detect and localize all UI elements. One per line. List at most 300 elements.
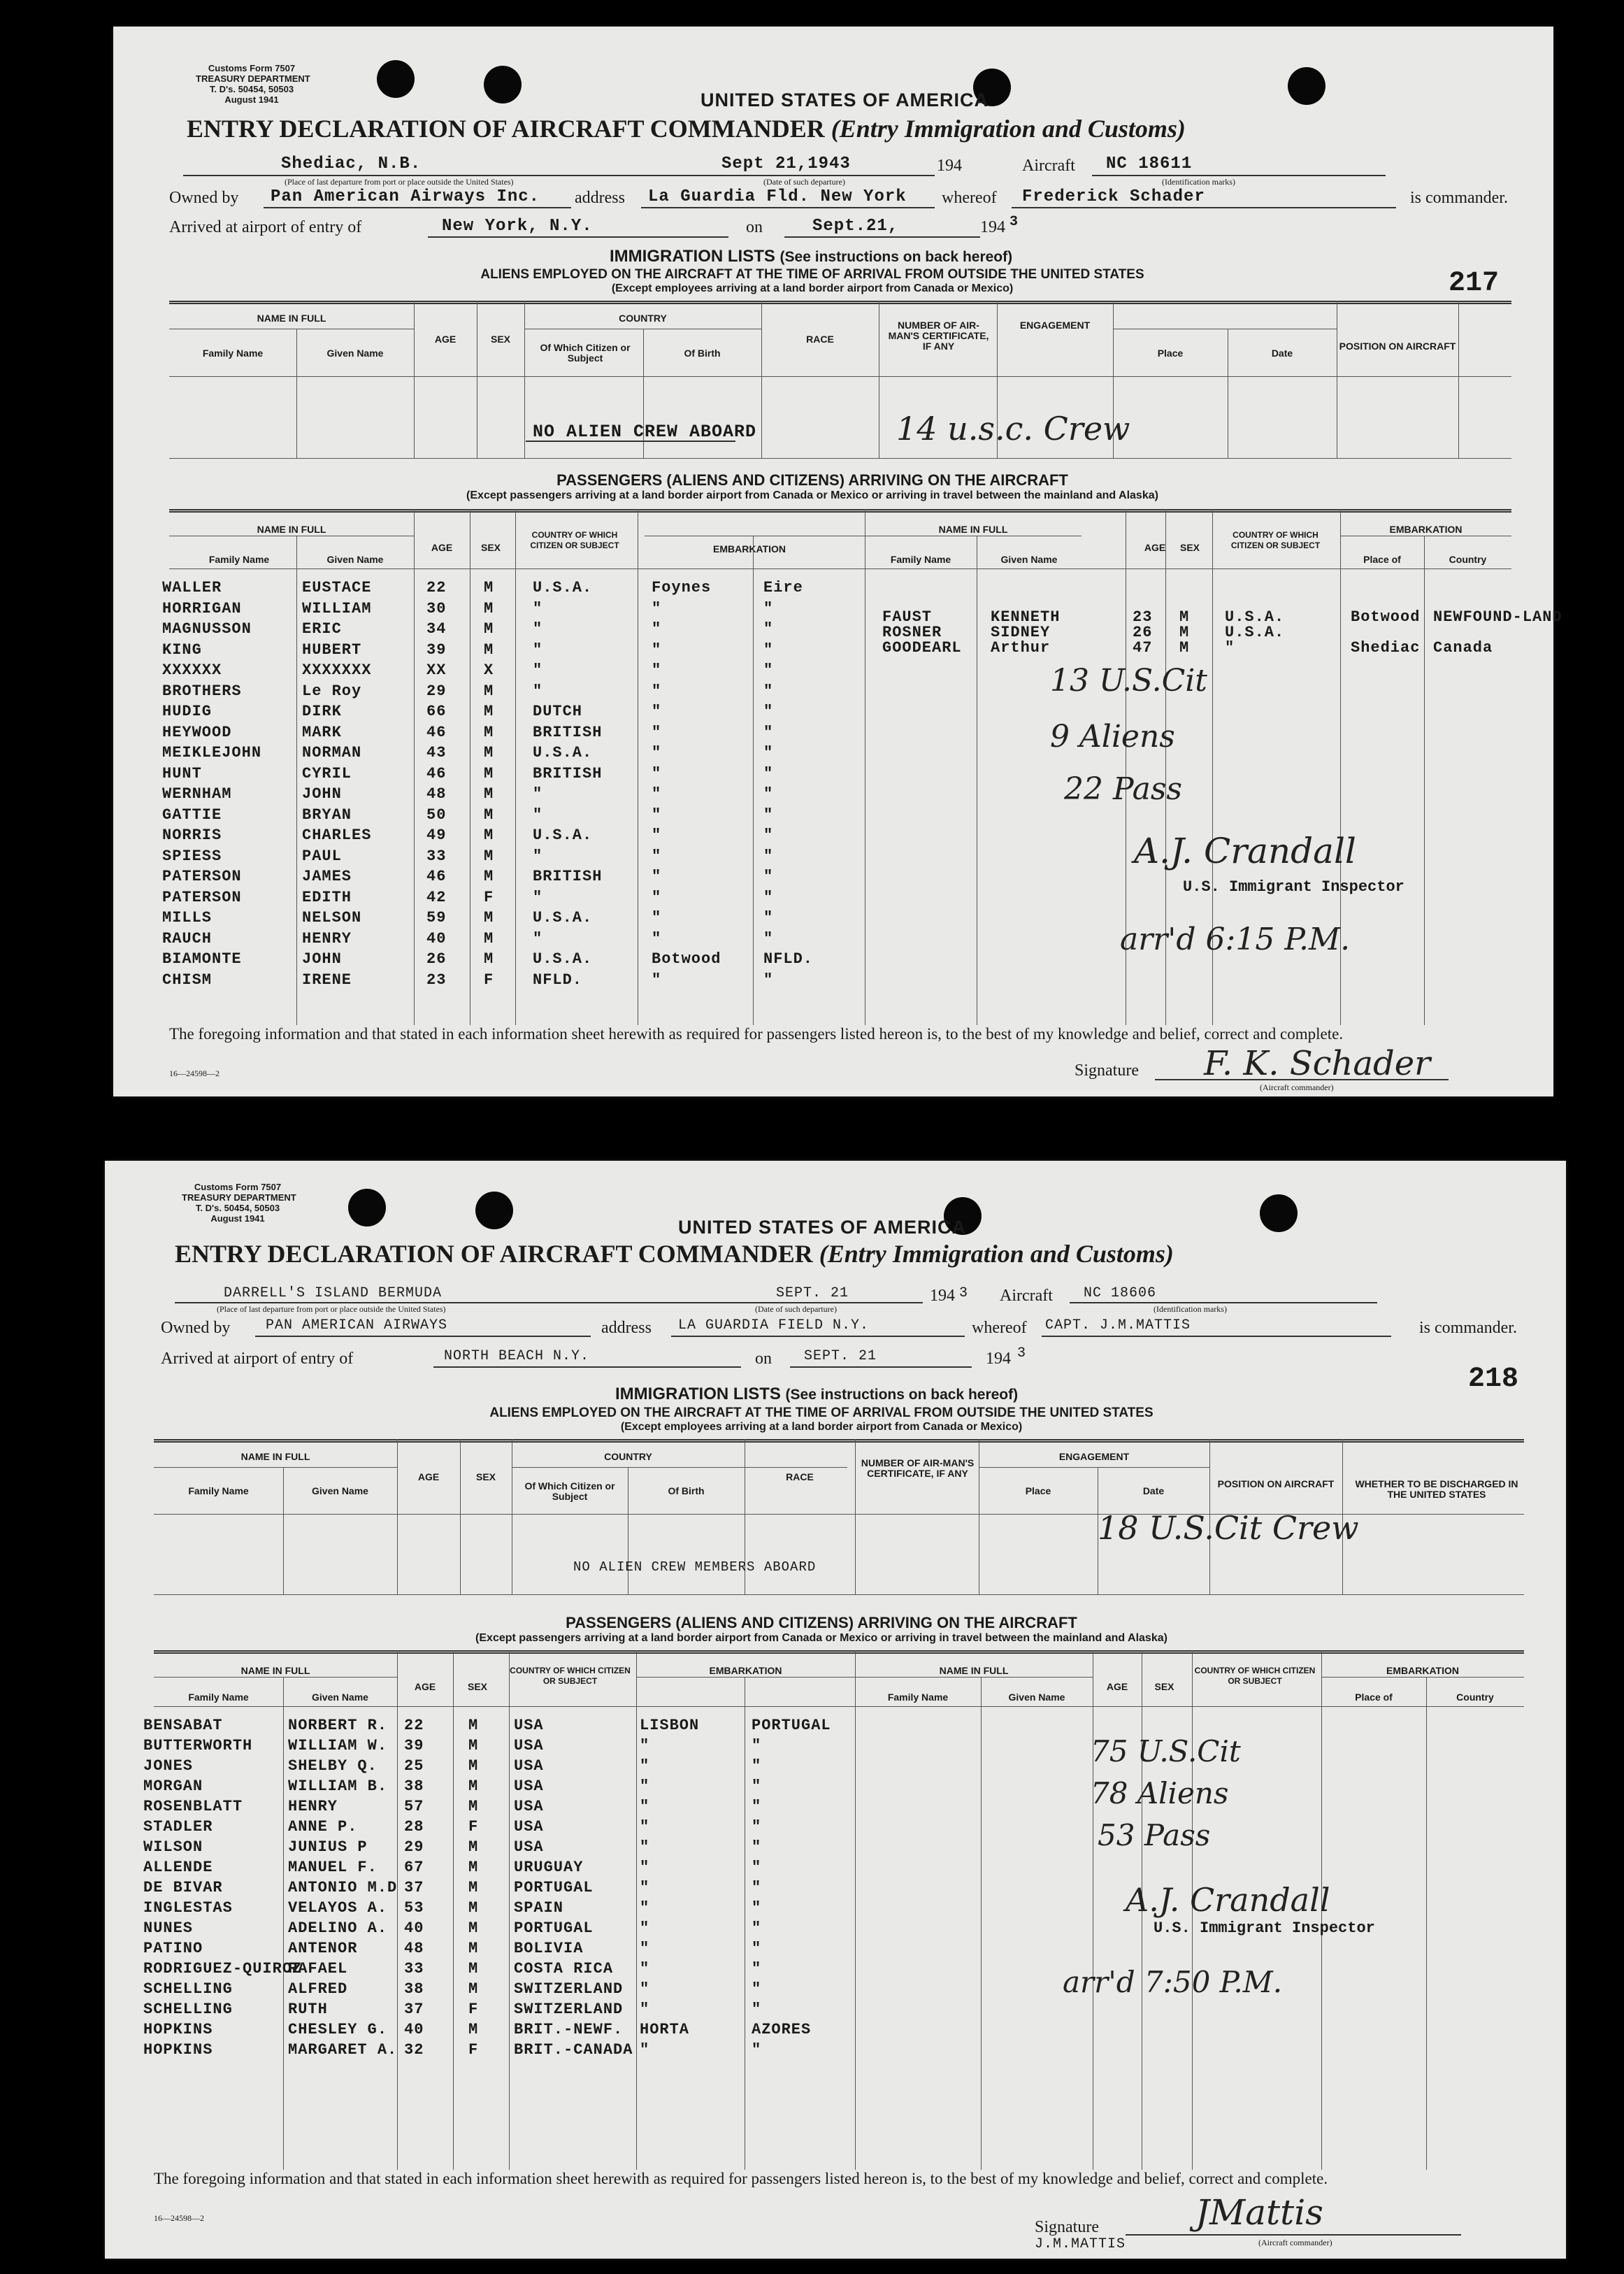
list-number: 217 xyxy=(1449,268,1500,299)
signer-typed-name: J.M.MATTIS xyxy=(1035,2236,1126,2252)
passenger-age: 22 xyxy=(426,579,447,596)
passenger-age: 26 xyxy=(1133,624,1153,641)
passenger-citizen: USA xyxy=(514,1778,544,1795)
passenger-country: " xyxy=(763,744,774,761)
passenger-age: 23 xyxy=(426,971,447,989)
passenger-place: " xyxy=(640,1757,650,1775)
passenger-sex: F xyxy=(468,2041,479,2059)
passenger-sex: M xyxy=(468,1798,479,1815)
passenger-citizen: PORTUGAL xyxy=(514,1879,594,1896)
passenger-family: BROTHERS xyxy=(162,682,242,700)
passenger-age: 37 xyxy=(404,1879,424,1896)
passenger-age: 25 xyxy=(404,1757,424,1775)
passenger-given: NORMAN xyxy=(302,744,362,761)
passenger-sex: M xyxy=(484,785,494,803)
passenger-citizen: USA xyxy=(514,1818,544,1836)
passenger-citizen: USA xyxy=(514,1757,544,1775)
passenger-country: " xyxy=(752,1737,762,1754)
passenger-age: 26 xyxy=(426,950,447,968)
passenger-given: ANTENOR xyxy=(288,1940,358,1957)
list-number: 218 xyxy=(1468,1364,1519,1395)
passenger-given: JOHN xyxy=(302,950,342,968)
passenger-age: 29 xyxy=(404,1838,424,1856)
passenger-country: " xyxy=(752,1798,762,1815)
passenger-country: " xyxy=(752,1960,762,1978)
passenger-country: " xyxy=(752,1757,762,1775)
passenger-family: NUNES xyxy=(143,1919,194,1937)
passenger-given: Arthur xyxy=(991,639,1051,657)
passenger-given: JOHN xyxy=(302,785,342,803)
passenger-age: 37 xyxy=(404,2001,424,2018)
passenger-age: 43 xyxy=(426,744,447,761)
no-alien-crew-note: NO ALIEN CREW MEMBERS ABOARD xyxy=(573,1559,817,1575)
passenger-sex: M xyxy=(468,1879,479,1896)
passenger-family: ALLENDE xyxy=(143,1859,213,1876)
passenger-citizen: " xyxy=(533,785,543,803)
passenger-place: " xyxy=(640,2001,650,2018)
passenger-given: PAUL xyxy=(302,847,342,865)
passenger-age: 46 xyxy=(426,764,447,782)
passenger-sex: M xyxy=(484,744,494,761)
punch-hole xyxy=(475,1192,513,1229)
passenger-age: 59 xyxy=(426,909,447,927)
passenger-family: RODRIGUEZ-QUIROZ xyxy=(143,1960,303,1978)
passenger-family: WERNHAM xyxy=(162,785,232,803)
passenger-given: ANTONIO M.D xyxy=(288,1879,398,1896)
passenger-family: FAUST xyxy=(882,608,933,626)
passenger-sex: M xyxy=(484,929,494,948)
passenger-place: " xyxy=(652,806,662,824)
passenger-place: " xyxy=(640,1838,650,1856)
passenger-given: BRYAN xyxy=(302,806,352,824)
passenger-country: " xyxy=(752,1859,762,1876)
passenger-given: SIDNEY xyxy=(991,624,1051,641)
no-alien-crew-note: NO ALIEN CREW ABOARD xyxy=(533,422,757,442)
passenger-age: 33 xyxy=(426,847,447,865)
passenger-age: XX xyxy=(426,662,447,679)
passenger-family: MORGAN xyxy=(143,1778,203,1795)
passenger-place: Foynes xyxy=(652,579,712,596)
commander-signature: JMattis xyxy=(1195,2192,1323,2233)
passenger-sex: M xyxy=(1179,639,1190,657)
passenger-family: SCHELLING xyxy=(143,1980,233,1998)
passenger-country: " xyxy=(752,1879,762,1896)
inspector-title: U.S. Immigrant Inspector xyxy=(1154,1919,1375,1937)
passenger-age: 48 xyxy=(426,785,447,803)
passenger-country: " xyxy=(752,2041,762,2059)
passenger-given: JUNIUS P xyxy=(288,1838,368,1856)
passenger-sex: M xyxy=(468,1757,479,1775)
passenger-citizen: COSTA RICA xyxy=(514,1960,614,1978)
passenger-sex: X xyxy=(484,662,494,679)
aircraft-id: NC 18611 xyxy=(1106,155,1193,173)
passenger-place: " xyxy=(652,868,662,885)
passenger-sex: F xyxy=(484,888,494,906)
passenger-place: " xyxy=(652,971,662,989)
passenger-sex: F xyxy=(468,2001,479,2018)
passenger-given: ERIC xyxy=(302,620,342,638)
passenger-country: " xyxy=(763,868,774,885)
passenger-citizen: USA xyxy=(514,1717,544,1734)
passenger-citizen: " xyxy=(533,888,543,906)
passenger-country: " xyxy=(763,599,774,617)
passenger-country: " xyxy=(763,971,774,989)
passenger-country: " xyxy=(763,703,774,720)
passenger-age: 22 xyxy=(404,1717,424,1734)
passenger-sex: F xyxy=(484,971,494,989)
passenger-age: 48 xyxy=(404,1940,424,1957)
punch-hole xyxy=(348,1189,386,1227)
passenger-family: STADLER xyxy=(143,1818,213,1836)
passenger-age: 53 xyxy=(404,1899,424,1917)
form-info: Customs Form 7507 TREASURY DEPARTMENT T. D's. 50454, 50503 August 1941 xyxy=(182,1182,296,1224)
entry-declaration-form-217: Customs Form 7507 TREASURY DEPARTMENT T. D's. 50454, 50503 August 1941 UNITED STATES OF AMERICA ENTRY DECLARATION OF AIRCRAFT COMMANDER (Entry Immigration and Customs) Shediac, N.B. (Place of last departure from port or place outside the United States) Sept 21,1943 194 (Date of such departure) Aircraft NC 18611 (Identification marks) Owned by Pan American Airways Inc. address La Guardia Fld. New York whereof Frederick Schader is commander. Arrived at airport of entry of New York, N.Y. on Sept.21, 194 3 IMMIGRATION LISTS (See instructions on back hereof) ALIENS EMPLOYED ON THE AIRCRAFT AT THE TIME OF ARRIVAL FROM OUTSIDE THE UNITED STATES (Except employees arriving at a land border airport from Canada or Mexico) 217 NAME IN FULL Family Name Given Name AGE SEX COUNTRY Of Which Citizen or Subject Of Birth RACE NUMBER OF AIR-MAN'S CERTIFICATE, IF ANY ENGAGEMENT Place Date POSITION ON AIRCRAFT NO ALIEN CREW ABOARD 14 u.s.c. Crew PASSENGERS (ALIENS AND CITIZENS) ARRIVING ON THE AIRCRAFT (Except passengers arriving at a land border airport from Canada or Mexico or arriving in travel between the mainland and Alaska) NAME IN FULL Family Name Given Name AGE SEX COUNTRY OF WHICH CITIZEN OR SUBJECT EMBARKATION NAME IN FULL Family Name Given Name AGE SEX COUNTRY OF WHICH CITIZEN OR SUBJECT EMBARKATION Place of Country WALLER EUSTACE 22 M U.S.A. Foynes Eire HORRIGAN WILLIAM 30 M " " " MAGNUSSON ERIC 34 M " " " KING HUBERT 39 M " " " XXXXXX XXXXXXX XX X " " " BROTHERS Le Roy 29 M " " " HUDIG DIRK 66 M DUTCH " " HEYWOOD MARK 46 M BRITISH " " MEIKLEJOHN NORMAN 43 M U.S.A. " " HUNT CYRIL 46 M BRITISH " " WERNHAM JOHN 48 M " " " GATTIE BRYAN 50 M " " " NORRIS CHARLES 49 M U.S.A. " " SPIESS PAUL 33 M " " " PATERSON JAMES 46 M BRITISH " " PATERSON EDITH 42 F " " " MILLS NELSON 59 M U.S.A. " " RAUCH HENRY 40 M " " " BIAMONTE JOHN 26 M U.S.A. Botwood NFLD. CHISM IRENE 23 F NFLD. " " FAUST KENNETH 23 M U.S.A. Botwood NEWFOUND-LAND ROSNER SIDNEY 26 M U.S.A. GOODEARL Arthur 47 M " Shediac Canada 13 U.S.Cit 9 Aliens 22 Pass A.J. Crandall U.S. Immigrant Inspector arr'd 6:15 P.M. The foregoing information and that stated in each information sheet herewith as required for passengers listed hereon is, to the best of my knowledge and belief, correct and complete. 16—24598—2 Signature F. K. Schader (Aircraft commander) xyxy=(113,27,1553,1096)
passenger-given: MARK xyxy=(302,723,342,741)
passenger-citizen: SWITZERLAND xyxy=(514,2001,624,2018)
passenger-given: HUBERT xyxy=(302,641,362,659)
passenger-family: HOPKINS xyxy=(143,2021,213,2038)
passenger-age: 40 xyxy=(404,2021,424,2038)
passenger-family: ROSENBLATT xyxy=(143,1798,243,1815)
handwritten-arrival-time: arr'd 7:50 P.M. xyxy=(1063,1965,1283,1999)
passenger-citizen: U.S.A. xyxy=(533,827,593,844)
passenger-place: " xyxy=(640,1818,650,1836)
passenger-place: " xyxy=(652,827,662,844)
passenger-family: SCHELLING xyxy=(143,2001,233,2018)
passenger-given: EDITH xyxy=(302,888,352,906)
punch-hole xyxy=(1260,1194,1298,1232)
passenger-family: INGLESTAS xyxy=(143,1899,233,1917)
passenger-family: RAUCH xyxy=(162,929,213,948)
passenger-place: Botwood xyxy=(1351,608,1421,626)
passenger-citizen: BRITISH xyxy=(533,723,603,741)
passenger-family: GOODEARL xyxy=(882,639,962,657)
passenger-age: 33 xyxy=(404,1960,424,1978)
passenger-age: 38 xyxy=(404,1778,424,1795)
passenger-place: " xyxy=(652,662,662,679)
passenger-family: PATERSON xyxy=(162,888,242,906)
passenger-place: " xyxy=(652,682,662,700)
passenger-given: KENNETH xyxy=(991,608,1061,626)
passenger-family: WALLER xyxy=(162,579,222,596)
passenger-family: ROSNER xyxy=(882,624,942,641)
handwritten-tally-citizens: 13 U.S.Cit xyxy=(1050,663,1207,699)
passenger-citizen: " xyxy=(1225,639,1235,657)
passenger-place: " xyxy=(640,1798,650,1815)
passenger-age: 29 xyxy=(426,682,447,700)
passenger-country: PORTUGAL xyxy=(752,1717,831,1734)
passenger-citizen: SPAIN xyxy=(514,1899,564,1917)
passenger-age: 40 xyxy=(426,929,447,948)
passenger-family: MAGNUSSON xyxy=(162,620,252,638)
passenger-sex: M xyxy=(1179,608,1190,626)
passenger-place: " xyxy=(640,2041,650,2059)
passenger-family: HUDIG xyxy=(162,703,213,720)
passenger-age: 23 xyxy=(1133,608,1153,626)
passenger-place: " xyxy=(652,703,662,720)
passenger-family: XXXXXX xyxy=(162,662,222,679)
passenger-family: DE BIVAR xyxy=(143,1879,223,1896)
passenger-citizen: BRITISH xyxy=(533,764,603,782)
passenger-sex: M xyxy=(468,1960,479,1978)
passenger-family: BUTTERWORTH xyxy=(143,1737,253,1754)
passenger-sex: M xyxy=(468,1919,479,1937)
passenger-family: SPIESS xyxy=(162,847,222,865)
passenger-citizen: BOLIVIA xyxy=(514,1940,584,1957)
passenger-sex: M xyxy=(484,579,494,596)
passenger-citizen: USA xyxy=(514,1838,544,1856)
passenger-age: 40 xyxy=(404,1919,424,1937)
passenger-citizen: " xyxy=(533,599,543,617)
passenger-place: " xyxy=(640,1960,650,1978)
passenger-given: HENRY xyxy=(288,1798,338,1815)
passenger-place: " xyxy=(640,1940,650,1957)
passenger-citizen: " xyxy=(533,929,543,948)
passenger-place: " xyxy=(640,1980,650,1998)
certification-statement: The foregoing information and that stated in each information sheet herewith as required for passengers listed hereon is, to the best of my knowledge and belief, correct and complete. xyxy=(169,1025,1344,1043)
passenger-country: " xyxy=(752,1940,762,1957)
passenger-country: " xyxy=(752,1778,762,1795)
inspector-signature: A.J. Crandall xyxy=(1126,1881,1330,1919)
passenger-sex: M xyxy=(484,723,494,741)
departure-date: Sept 21,1943 xyxy=(721,155,851,173)
passenger-citizen: " xyxy=(533,662,543,679)
passenger-sex: M xyxy=(468,1737,479,1754)
passenger-family: HOPKINS xyxy=(143,2041,213,2059)
passenger-age: 32 xyxy=(404,2041,424,2059)
passenger-given: SHELBY Q. xyxy=(288,1757,378,1775)
passenger-family: GATTIE xyxy=(162,806,222,824)
passenger-place: " xyxy=(652,599,662,617)
passenger-citizen: U.S.A. xyxy=(533,950,593,968)
owner: Pan American Airways Inc. xyxy=(271,187,540,206)
passenger-family: MILLS xyxy=(162,909,213,927)
passenger-citizen: SWITZERLAND xyxy=(514,1980,624,1998)
passenger-given: WILLIAM W. xyxy=(288,1737,388,1754)
passenger-age: 28 xyxy=(404,1818,424,1836)
passenger-citizen: URUGUAY xyxy=(514,1859,584,1876)
passenger-place: " xyxy=(652,744,662,761)
passenger-citizen: U.S.A. xyxy=(533,909,593,927)
passenger-given: XXXXXXX xyxy=(302,662,372,679)
inspector-signature: A.J. Crandall xyxy=(1134,831,1356,871)
passenger-citizen: " xyxy=(533,620,543,638)
passenger-citizen: " xyxy=(533,641,543,659)
passenger-country: " xyxy=(763,662,774,679)
passenger-given: RUTH xyxy=(288,2001,328,2018)
passenger-place: " xyxy=(652,909,662,927)
passenger-given: CYRIL xyxy=(302,764,352,782)
passenger-country: " xyxy=(763,929,774,948)
passenger-sex: M xyxy=(484,620,494,638)
passenger-sex: M xyxy=(1179,624,1190,641)
passenger-family: NORRIS xyxy=(162,827,222,844)
passenger-age: 39 xyxy=(426,641,447,659)
passenger-citizen: " xyxy=(533,806,543,824)
passenger-given: MARGARET A. xyxy=(288,2041,398,2059)
passenger-family: KING xyxy=(162,641,202,659)
punch-hole xyxy=(1288,67,1325,105)
passenger-age: 49 xyxy=(426,827,447,844)
passenger-given: ADELINO A. xyxy=(288,1919,388,1937)
passenger-age: 38 xyxy=(404,1980,424,1998)
passenger-country: " xyxy=(752,2001,762,2018)
passenger-citizen: " xyxy=(533,682,543,700)
passenger-place: " xyxy=(652,620,662,638)
passenger-given: VELAYOS A. xyxy=(288,1899,388,1917)
passenger-age: 47 xyxy=(1133,639,1153,657)
handwritten-tally-passengers: 53 Pass xyxy=(1098,1818,1211,1852)
passenger-country: " xyxy=(763,641,774,659)
form-info: Customs Form 7507 TREASURY DEPARTMENT T. D's. 50454, 50503 August 1941 xyxy=(196,63,310,105)
passenger-sex: M xyxy=(468,1980,479,1998)
passenger-citizen: U.S.A. xyxy=(1225,608,1285,626)
passenger-sex: M xyxy=(484,806,494,824)
commander-signature: F. K. Schader xyxy=(1204,1044,1431,1083)
passenger-place: " xyxy=(640,1879,650,1896)
passenger-family: CHISM xyxy=(162,971,213,989)
passenger-citizen: USA xyxy=(514,1737,544,1754)
punch-hole xyxy=(377,60,415,98)
form-title: ENTRY DECLARATION OF AIRCRAFT COMMANDER (Entry Immigration and Customs) xyxy=(187,115,1186,143)
passenger-country: " xyxy=(763,682,774,700)
passenger-country: " xyxy=(752,1838,762,1856)
passenger-given: WILLIAM xyxy=(302,599,372,617)
passenger-sex: M xyxy=(484,868,494,885)
passenger-given: NELSON xyxy=(302,909,362,927)
passenger-citizen: PORTUGAL xyxy=(514,1919,594,1937)
aircraft-id: NC 18606 xyxy=(1084,1285,1157,1301)
passenger-age: 50 xyxy=(426,806,447,824)
arrival-date: Sept.21, xyxy=(812,217,899,236)
passenger-given: JAMES xyxy=(302,868,352,885)
passenger-family: JONES xyxy=(143,1757,194,1775)
passenger-family: MEIKLEJOHN xyxy=(162,744,262,761)
passenger-age: 30 xyxy=(426,599,447,617)
passenger-given: WILLIAM B. xyxy=(288,1778,388,1795)
passenger-sex: M xyxy=(468,1899,479,1917)
certification-statement: The foregoing information and that stated in each information sheet herewith as required for passengers listed hereon is, to the best of my knowledge and belief, correct and complete. xyxy=(154,2170,1328,2187)
passenger-place: " xyxy=(640,1859,650,1876)
passenger-given: HENRY xyxy=(302,929,352,948)
passenger-given: ANNE P. xyxy=(288,1818,358,1836)
passenger-place: " xyxy=(652,785,662,803)
passenger-citizen: BRIT.-NEWF. xyxy=(514,2021,624,2038)
passenger-place: " xyxy=(640,1919,650,1937)
passenger-sex: M xyxy=(484,599,494,617)
passenger-place: " xyxy=(640,1778,650,1795)
passenger-sex: M xyxy=(468,1838,479,1856)
passenger-place: " xyxy=(652,847,662,865)
passenger-given: EUSTACE xyxy=(302,579,372,596)
handwritten-crew-count: 18 U.S.Cit Crew xyxy=(1098,1509,1359,1547)
passenger-sex: M xyxy=(484,641,494,659)
handwritten-tally-passengers: 22 Pass xyxy=(1064,771,1182,807)
passenger-family: PATERSON xyxy=(162,868,242,885)
owner: PAN AMERICAN AIRWAYS xyxy=(266,1317,448,1333)
passenger-citizen: BRIT.-CANADA xyxy=(514,2041,633,2059)
passenger-given: ALFRED xyxy=(288,1980,348,1998)
commander-name: CAPT. J.M.MATTIS xyxy=(1045,1317,1191,1333)
passenger-given: DIRK xyxy=(302,703,342,720)
passenger-citizen: USA xyxy=(514,1798,544,1815)
passenger-place: " xyxy=(640,1899,650,1917)
passenger-place: Botwood xyxy=(652,950,721,968)
commander-name: Frederick Schader xyxy=(1022,187,1205,206)
departure-place: DARRELL'S ISLAND BERMUDA xyxy=(224,1285,443,1301)
passenger-family: WILSON xyxy=(143,1838,203,1856)
punch-hole xyxy=(484,66,522,103)
passenger-citizen: BRITISH xyxy=(533,868,603,885)
arrival-airport: New York, N.Y. xyxy=(442,217,593,236)
passenger-sex: M xyxy=(468,1859,479,1876)
passenger-citizen: U.S.A. xyxy=(533,579,593,596)
passenger-sex: M xyxy=(468,1717,479,1734)
passenger-place: LISBON xyxy=(640,1717,700,1734)
passenger-place: " xyxy=(652,888,662,906)
passenger-family: PATINO xyxy=(143,1940,203,1957)
passenger-place: " xyxy=(652,641,662,659)
passenger-country: NFLD. xyxy=(763,950,814,968)
passenger-sex: M xyxy=(484,909,494,927)
passenger-given: RAFAEL xyxy=(288,1960,348,1978)
passenger-citizen: DUTCH xyxy=(533,703,583,720)
passenger-place: Shediac xyxy=(1351,639,1421,657)
passenger-sex: M xyxy=(484,847,494,865)
passenger-sex: M xyxy=(484,764,494,782)
inspector-title: U.S. Immigrant Inspector xyxy=(1183,878,1404,896)
passenger-place: " xyxy=(652,929,662,948)
passenger-sex: M xyxy=(468,2021,479,2038)
passenger-country: NEWFOUND-LAND xyxy=(1433,608,1562,626)
passenger-given: NORBERT R. xyxy=(288,1717,388,1734)
passenger-place: " xyxy=(652,764,662,782)
passenger-age: 46 xyxy=(426,723,447,741)
passenger-age: 34 xyxy=(426,620,447,638)
passenger-sex: M xyxy=(484,827,494,844)
passenger-sex: F xyxy=(468,1818,479,1836)
passenger-country: " xyxy=(763,620,774,638)
passenger-age: 57 xyxy=(404,1798,424,1815)
passenger-country: " xyxy=(763,827,774,844)
passenger-place: " xyxy=(652,723,662,741)
handwritten-arrival-time: arr'd 6:15 P.M. xyxy=(1120,922,1351,957)
passenger-sex: M xyxy=(484,682,494,700)
passenger-citizen: U.S.A. xyxy=(1225,624,1285,641)
passenger-given: Le Roy xyxy=(302,682,362,700)
handwritten-crew-count: 14 u.s.c. Crew xyxy=(896,410,1130,448)
passenger-country: Canada xyxy=(1433,639,1493,657)
passenger-country: " xyxy=(752,1919,762,1937)
passenger-country: " xyxy=(763,723,774,741)
passenger-country: " xyxy=(752,1818,762,1836)
entry-declaration-form-218: Customs Form 7507 TREASURY DEPARTMENT T. D's. 50454, 50503 August 1941 UNITED STATES OF AMERICA ENTRY DECLARATION OF AIRCRAFT COMMANDER (Entry Immigration and Customs) DARRELL'S ISLAND BERMUDA (Place of last departure from port or place outside the United States) SEPT. 21 194 3 (Date of such departure) Aircraft NC 18606 (Identification marks) Owned by PAN AMERICAN AIRWAYS address LA GUARDIA FIELD N.Y. whereof CAPT. J.M.MATTIS is commander. Arrived at airport of entry of NORTH BEACH N.Y. on SEPT. 21 194 3 IMMIGRATION LISTS (See instructions on back hereof) ALIENS EMPLOYED ON THE AIRCRAFT AT THE TIME OF ARRIVAL FROM OUTSIDE THE UNITED STATES (Except employees arriving at a land border airport from Canada or Mexico) 218 NAME IN FULL Family Name Given Name AGE SEX COUNTRY Of Which Citizen or Subject Of Birth RACE NUMBER OF AIR-MAN'S CERTIFICATE, IF ANY ENGAGEMENT Place Date POSITION ON AIRCRAFT WHETHER TO BE DISCHARGED IN THE UNITED STATES NO ALIEN CREW MEMBERS ABOARD 18 U.S.Cit Crew PASSENGERS (ALIENS AND CITIZENS) ARRIVING ON THE AIRCRAFT (Except passengers arriving at a land border airport from Canada or Mexico or arriving in travel between the mainland and Alaska) NAME IN FULL Family Name Given Name AGE SEX COUNTRY OF WHICH CITIZEN OR SUBJECT EMBARKATION NAME IN FULL Family Name Given Name AGE SEX COUNTRY OF WHICH CITIZEN OR SUBJECT EMBARKATION Place of Country BENSABAT NORBERT R. 22 M USA LISBON PORTUGAL BUTTERWORTH WILLIAM W. 39 M USA " " JONES SHELBY Q. 25 M USA " " MORGAN WILLIAM B. 38 M USA " " ROSENBLATT HENRY 57 M USA " " STADLER ANNE P. 28 F USA " " WILSON JUNIUS P 29 M USA " " ALLENDE MANUEL F. 67 M URUGUAY " " DE BIVAR ANTONIO M.D 37 M PORTUGAL " " INGLESTAS VELAYOS A. 53 M SPAIN " " NUNES ADELINO A. 40 M PORTUGAL " " PATINO ANTENOR 48 M BOLIVIA " " RODRIGUEZ-QUIROZ RAFAEL 33 M COSTA RICA " " SCHELLING ALFRED 38 M SWITZERLAND " " SCHELLING RUTH 37 F SWITZERLAND " " HOPKINS CHESLEY G. 40 M BRIT.-NEWF. HORTA AZORES HOPKINS MARGARET A. 32 F BRIT.-CANADA " " 75 U.S.Cit 78 Aliens 53 Pass A.J. Crandall U.S. Immigrant Inspector arr'd 7:50 P.M. The foregoing information and that stated in each information sheet herewith as required for passengers listed hereon is, to the best of my knowledge and belief, correct and complete. 16—24598—2 Signature J.M.MATTIS JMattis (Aircraft commander) xyxy=(105,1161,1566,2259)
passenger-age: 42 xyxy=(426,888,447,906)
form-title: ENTRY DECLARATION OF AIRCRAFT COMMANDER (Entry Immigration and Customs) xyxy=(175,1240,1174,1268)
passenger-sex: M xyxy=(484,950,494,968)
passenger-country: Eire xyxy=(763,579,803,596)
passenger-family: HUNT xyxy=(162,764,202,782)
country-heading: UNITED STATES OF AMERICA xyxy=(700,90,989,110)
passenger-citizen: NFLD. xyxy=(533,971,583,989)
passenger-family: BENSABAT xyxy=(143,1717,223,1734)
passenger-country: " xyxy=(763,847,774,865)
passenger-family: HEYWOOD xyxy=(162,723,232,741)
owner-address: La Guardia Fld. New York xyxy=(648,187,907,206)
passenger-citizen: U.S.A. xyxy=(533,744,593,761)
immigration-lists-title: IMMIGRATION LISTS (See instructions on back hereof) xyxy=(610,247,1013,266)
passenger-country: " xyxy=(763,909,774,927)
